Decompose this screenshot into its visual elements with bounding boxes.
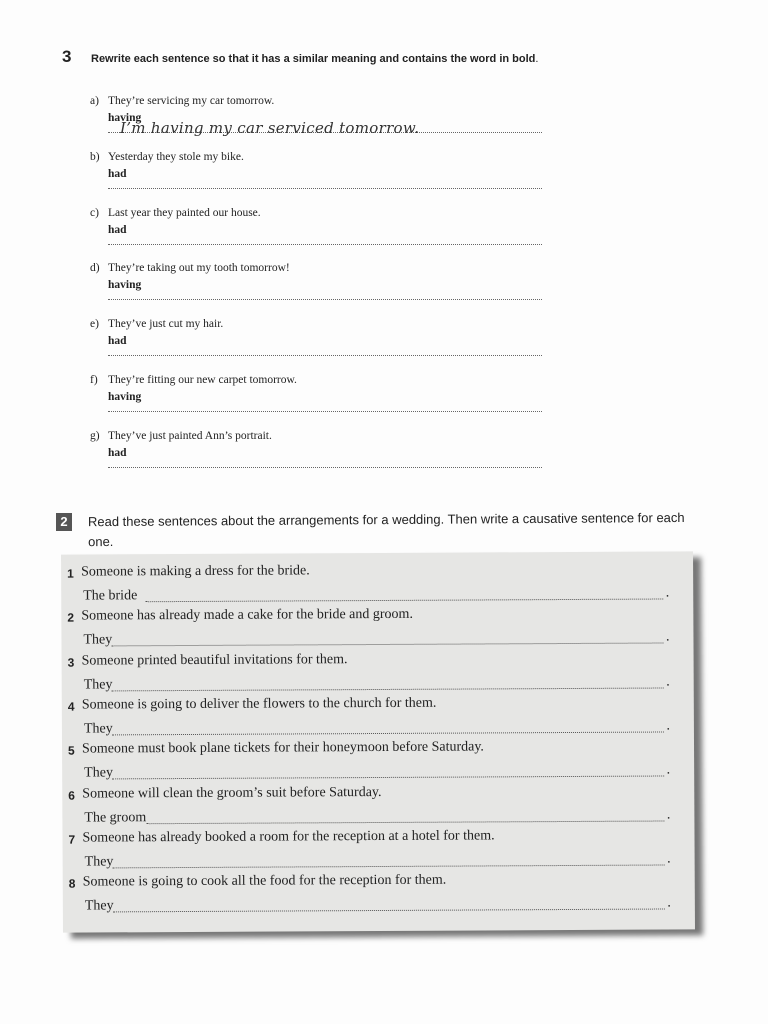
- exercise-3-item: [90, 207, 542, 263]
- item-number: 3: [67, 655, 75, 670]
- item-number: 5: [68, 743, 75, 758]
- answer-start: They: [83, 632, 113, 648]
- answer-line[interactable]: [146, 820, 664, 824]
- answer-line[interactable]: [108, 467, 542, 468]
- answer-start: They: [84, 765, 113, 781]
- answer-line[interactable]: [112, 776, 664, 780]
- exercise-3-item: [90, 374, 542, 430]
- item-sentence: Last year they painted our house.: [108, 206, 261, 219]
- answer-line[interactable]: [108, 188, 542, 189]
- item-number: 6: [68, 788, 75, 803]
- item-keyword: having: [108, 391, 142, 403]
- item-keyword: had: [108, 167, 127, 180]
- answer-period: .: [666, 806, 671, 822]
- exercise-2-number: 2: [56, 513, 72, 531]
- answer-period: .: [667, 895, 671, 911]
- item-label: e): [90, 318, 99, 331]
- answer-period: .: [667, 851, 671, 867]
- exercise-3-item: [90, 430, 542, 486]
- answer-start: They: [83, 721, 113, 737]
- answer-line[interactable]: [112, 731, 664, 735]
- item-keyword: had: [108, 223, 127, 236]
- instruction-period: .: [535, 53, 539, 65]
- answer-line[interactable]: [113, 909, 665, 913]
- answer-line[interactable]: [108, 355, 542, 356]
- answer-start: The groom: [84, 809, 147, 826]
- exercise-2-item: [68, 827, 671, 874]
- exercise-2-item: [67, 606, 670, 653]
- item-sentence: Someone printed beautiful invitations for them.: [81, 651, 348, 669]
- item-keyword: had: [108, 335, 127, 348]
- item-number: 2: [67, 610, 75, 625]
- exercise-2-item: [67, 650, 670, 697]
- item-label: f): [90, 374, 98, 386]
- exercise-3-instruction: [91, 51, 551, 68]
- answer-period: .: [665, 629, 670, 645]
- answer-period: .: [666, 762, 671, 778]
- exercise-3-item: [90, 262, 542, 318]
- exercise-2-instruction: Read these sentences about the arrangements for a wedding. Then write a causative sentence for each one.: [87, 509, 685, 550]
- item-number: 7: [68, 832, 76, 847]
- item-label: a): [90, 95, 99, 107]
- item-number: 8: [68, 876, 76, 891]
- item-number: 4: [67, 699, 75, 714]
- answer-line[interactable]: [112, 687, 664, 691]
- exercise-2-item: [67, 562, 670, 609]
- answer-period: .: [666, 718, 670, 734]
- item-sentence: They’ve just cut my hair.: [108, 318, 224, 331]
- item-sentence: Someone is going to cook all the food for the reception for them.: [82, 872, 447, 890]
- exercise-3-item: [90, 95, 542, 151]
- item-sentence: They’re fitting our new carpet tomorrow.: [108, 374, 297, 386]
- item-sentence: Someone must book plane tickets for their honeymoon before Saturday.: [81, 739, 484, 757]
- item-sentence: They’re servicing my car tomorrow.: [108, 95, 275, 107]
- item-sentence: Someone has already made a cake for the bride and groom.: [81, 607, 413, 624]
- item-keyword: having: [108, 112, 142, 124]
- exercise-3-item: [90, 151, 542, 207]
- answer-line[interactable]: [108, 244, 542, 245]
- answer-line[interactable]: [111, 643, 663, 647]
- answer-line[interactable]: [113, 864, 665, 868]
- answer-start: They: [84, 898, 114, 914]
- answer-start: They: [83, 676, 113, 693]
- item-keyword: having: [108, 279, 142, 292]
- item-sentence: They’re taking out my tooth tomorrow!: [108, 262, 290, 275]
- exercise-2-item: [67, 694, 670, 741]
- item-label: b): [90, 150, 100, 163]
- answer-line[interactable]: [108, 299, 542, 300]
- exercise-3-item: [90, 318, 542, 374]
- item-label: d): [90, 262, 100, 275]
- item-label: c): [90, 206, 99, 219]
- instruction-bold-word: bold: [512, 53, 536, 65]
- answer-start: The bride: [83, 588, 138, 604]
- item-sentence: Someone will clean the groom’s suit before Saturday.: [82, 784, 382, 802]
- answer-period: .: [666, 674, 670, 690]
- item-sentence: Someone is going to deliver the flowers to the church for them.: [81, 695, 437, 713]
- exercise-2-item: [68, 783, 671, 830]
- item-sentence: Someone has already booked a room for the reception at a hotel for them.: [82, 828, 495, 846]
- item-label: g): [90, 429, 100, 442]
- exercise-3-number: 3: [62, 47, 72, 66]
- handwritten-answer: I’m having my car serviced tomorrow.: [120, 119, 420, 137]
- answer-line[interactable]: [145, 599, 663, 603]
- instruction-text: Rewrite each sentence so that it has a similar meaning and contains the word in: [91, 53, 510, 65]
- item-keyword: had: [108, 446, 127, 459]
- exercise-2-item: [68, 739, 671, 786]
- item-sentence: Yesterday they stole my bike.: [108, 150, 244, 163]
- exercise-2-box: [61, 551, 695, 932]
- item-sentence: They’ve just painted Ann’s portrait.: [108, 429, 272, 442]
- item-sentence: Someone is making a dress for the bride.: [81, 563, 310, 580]
- answer-start: They: [84, 854, 114, 870]
- exercise-2-item: [68, 872, 671, 919]
- answer-period: .: [665, 585, 670, 601]
- answer-line[interactable]: [108, 411, 542, 412]
- item-number: 1: [67, 566, 74, 581]
